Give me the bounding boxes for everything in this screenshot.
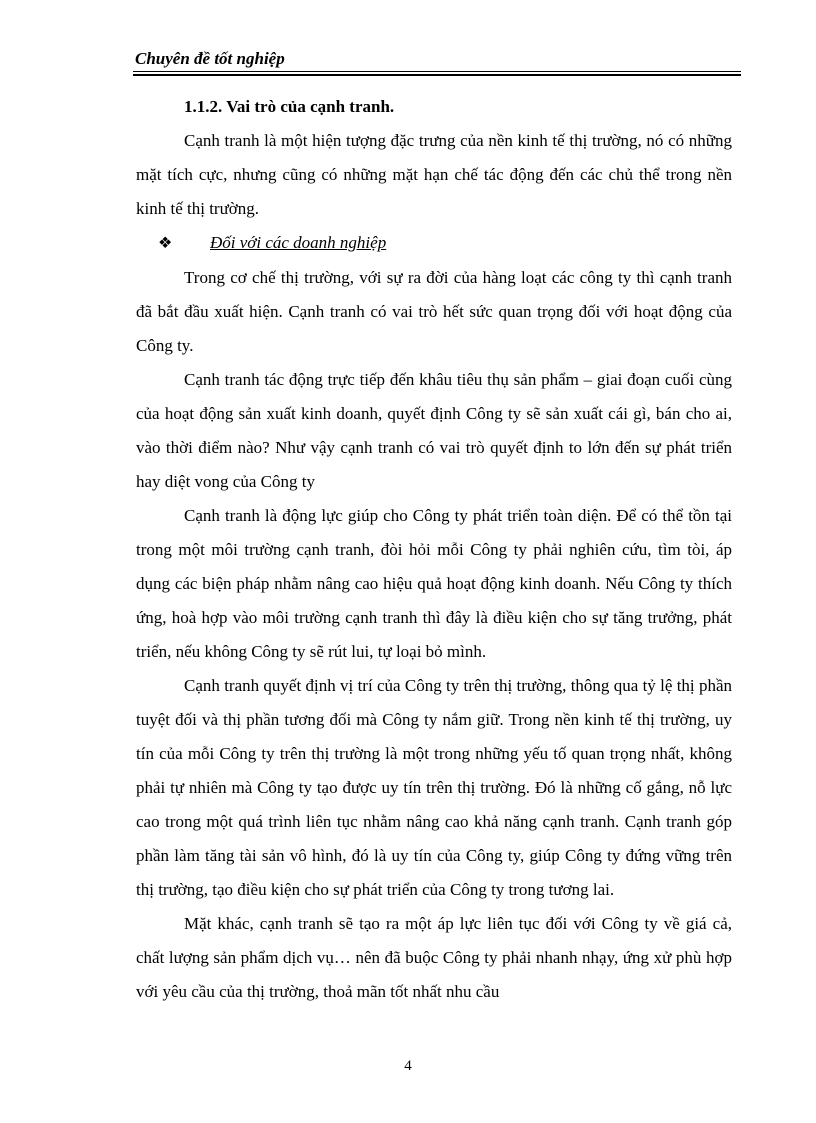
- bullet-item: [136, 226, 732, 261]
- document-body: [136, 90, 732, 1009]
- body-paragraph: Cạnh tranh tác động trực tiếp đến khâu tiêu thụ sản phẩm – giai đoạn cuối cùng của hoạt động sản xuất kinh doanh, quyết định Công ty sẽ sản xuất cái gì, bán cho ai, vào thời điểm nào? Như vậy cạnh tranh có vai trò quyết định to lớn đến sự phát triển hay diệt vong của Công ty: [136, 370, 732, 491]
- bullet-heading: Đối với các doanh nghiệp: [210, 233, 387, 252]
- page-header: [133, 48, 741, 76]
- body-paragraph: Mặt khác, cạnh tranh sẽ tạo ra một áp lực liên tục đối với Công ty về giá cả, chất lượng sản phẩm dịch vụ… nên đã buộc Công ty phải nhanh nhạy, ứng xử phù hợp với yêu cầu của thị trường, thoả mãn tốt nhất nhu cầu: [136, 914, 732, 1001]
- section-heading: 1.1.2. Vai trò của cạnh tranh.: [184, 97, 395, 116]
- body-paragraph: Trong cơ chế thị trường, với sự ra đời của hàng loạt các công ty thì cạnh tranh đã bắt đầu xuất hiện. Cạnh tranh có vai trò hết sức quan trọng đối với hoạt động của Công ty.: [136, 268, 732, 355]
- header-rule-thin: [133, 71, 741, 72]
- body-paragraph: Cạnh tranh quyết định vị trí của Công ty trên thị trường, thông qua tỷ lệ thị phần tuyệt đối và thị phần tương đối mà Công ty nắm giữ. Trong nền kinh tế thị trường, uy tín của mỗi Công ty trên thị trường là một trong những yếu tố quan trọng nhất, không phải tự nhiên mà Công ty tạo được uy tín trên thị trường. Đó là những cố gắng, nỗ lực cao trong một quá trình liên tục nhằm nâng cao khả năng cạnh tranh. Cạnh tranh góp phần làm tăng tài sản vô hình, đó là uy tín của Công ty, giúp Công ty đứng vững trên thị trường, tạo điều kiện cho sự phát triển của Công ty trong tương lai.: [136, 676, 732, 899]
- body-paragraph: Cạnh tranh là động lực giúp cho Công ty phát triển toàn diện. Để có thể tồn tại trong một môi trường cạnh tranh, đòi hỏi mỗi Công ty phải nghiên cứu, tìm tòi, áp dụng các biện pháp nhằm nâng cao hiệu quả hoạt động kinh doanh. Nếu Công ty thích ứng, hoà hợp vào môi trường cạnh tranh thì đây là điều kiện cho sự tăng trưởng, phát triển, nếu không Công ty sẽ rút lui, tự loại bỏ mình.: [136, 506, 732, 661]
- diamond-bullet-icon: ❖: [158, 235, 173, 252]
- header-title: Chuyên đề tốt nghiệp: [135, 49, 285, 68]
- page-number: 4: [404, 1058, 412, 1074]
- intro-paragraph: Cạnh tranh là một hiện tượng đặc trưng của nền kinh tế thị trường, nó có những mặt tích cực, nhưng cũng có những mặt hạn chế tác động đến các chủ thể trong nền kinh tế thị trường.: [136, 131, 732, 218]
- header-rule-thick: [133, 74, 741, 76]
